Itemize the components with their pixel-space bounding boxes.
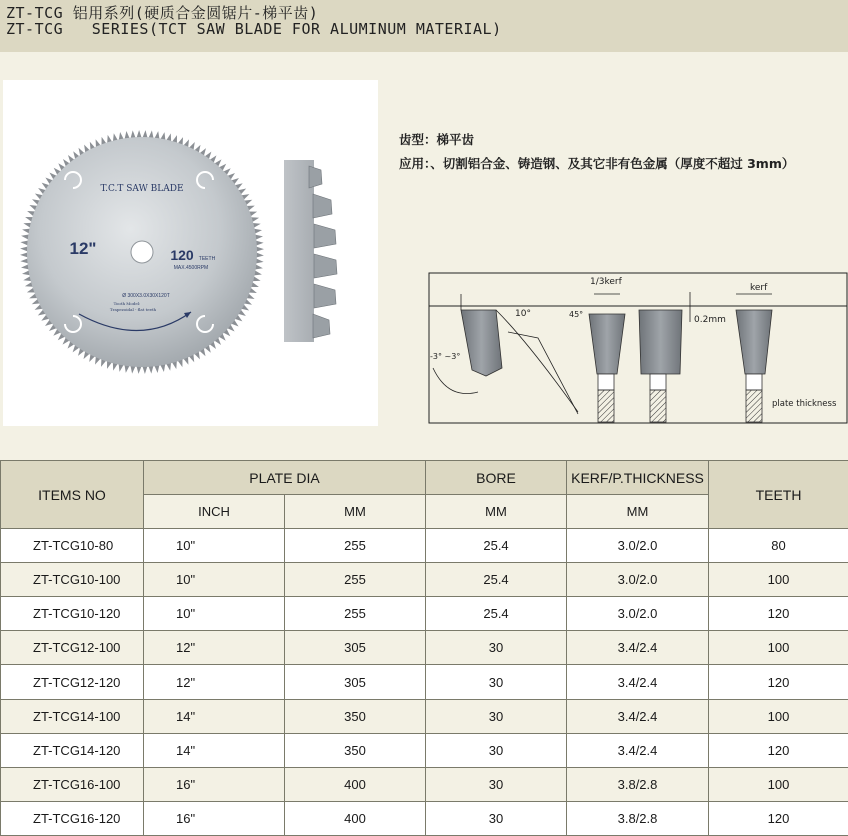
bore-cell: 25.4 <box>426 563 567 597</box>
kerf-tooth-shape <box>736 310 772 374</box>
table-row <box>1 801 848 835</box>
table-row <box>1 563 848 597</box>
inch-cell: 10" <box>144 563 285 597</box>
kerf-cell: 3.4/2.4 <box>567 665 709 699</box>
mm-cell: 305 <box>285 631 426 665</box>
teeth-cell: 120 <box>709 733 848 767</box>
header-inch: INCH <box>144 495 285 529</box>
inch-cell: 14" <box>144 699 285 733</box>
teeth-cell: 100 <box>709 767 848 801</box>
table-row <box>1 699 848 733</box>
title-chinese: ZT-TCG 铝用系列(硬质合金圆锯片-梯平齿) <box>6 4 319 22</box>
header-teeth: TEETH <box>709 461 848 529</box>
item-cell: ZT-TCG16-120 <box>1 801 144 835</box>
product-photo <box>3 80 378 426</box>
table-row <box>1 733 848 767</box>
page-header <box>0 0 848 52</box>
flat-tooth-shape <box>639 310 682 374</box>
teeth-cell: 80 <box>709 529 848 563</box>
bore-hole <box>131 241 153 263</box>
item-cell: ZT-TCG16-100 <box>1 767 144 801</box>
header-items-no: ITEMS NO <box>1 461 144 529</box>
blade-tooth-desc: Trapezoidal - flat teeth <box>109 307 157 312</box>
plate-thickness-label: plate thickness <box>772 399 837 409</box>
table-row <box>1 529 848 563</box>
teeth-cell: 120 <box>709 801 848 835</box>
angle-45-label: 45° <box>569 310 584 319</box>
table-row <box>1 631 848 665</box>
header-mm: MM <box>285 495 426 529</box>
kerf-cell: 3.8/2.8 <box>567 767 709 801</box>
inch-cell: 14" <box>144 733 285 767</box>
mm-cell: 350 <box>285 733 426 767</box>
blade-brand: T.C.T SAW BLADE <box>100 184 184 194</box>
blade-teeth-word: TEETH <box>198 256 216 262</box>
header-plate-dia: PLATE DIA <box>144 461 426 495</box>
inch-cell: 10" <box>144 597 285 631</box>
kerf-cell: 3.0/2.0 <box>567 597 709 631</box>
mm-cell: 400 <box>285 767 426 801</box>
spec-table <box>0 460 848 836</box>
kerf-label: kerf <box>750 283 768 293</box>
item-cell: ZT-TCG12-120 <box>1 665 144 699</box>
inch-cell: 12" <box>144 631 285 665</box>
mm-cell: 255 <box>285 597 426 631</box>
application-text: 应用：、切割铝合金、铸造钢、及其它非有色金属（厚度不超过 3mm） <box>399 156 795 171</box>
teeth-cell: 120 <box>709 665 848 699</box>
inch-cell: 12" <box>144 665 285 699</box>
bore-cell: 30 <box>426 767 567 801</box>
clearance-label: 0.2mm <box>694 315 726 325</box>
kerf-cell: 3.8/2.8 <box>567 801 709 835</box>
bore-cell: 25.4 <box>426 529 567 563</box>
blade-tooth-model: Tooth Model: <box>113 301 141 306</box>
teeth-cell: 120 <box>709 597 848 631</box>
table-row <box>1 767 848 801</box>
mm-cell: 255 <box>285 529 426 563</box>
item-cell: ZT-TCG12-100 <box>1 631 144 665</box>
bore-cell: 30 <box>426 631 567 665</box>
item-cell: ZT-TCG14-120 <box>1 733 144 767</box>
header-kerf-mm: MM <box>567 495 709 529</box>
teeth-cell: 100 <box>709 699 848 733</box>
header-bore: BORE <box>426 461 567 495</box>
blade-spec: Ø 300X3.0X30X120T <box>122 293 170 299</box>
mm-cell: 400 <box>285 801 426 835</box>
header-bore-mm: MM <box>426 495 567 529</box>
side-tooth-shape <box>461 310 502 376</box>
blade-size: 12" <box>69 239 97 258</box>
bore-cell: 30 <box>426 699 567 733</box>
saw-blade-photo <box>3 80 378 426</box>
tooth-profile-diagram <box>428 272 848 424</box>
item-cell: ZT-TCG10-80 <box>1 529 144 563</box>
kerf-cell: 3.0/2.0 <box>567 529 709 563</box>
blade-max-rpm: MAX.4500RPM <box>173 265 209 271</box>
mm-cell: 255 <box>285 563 426 597</box>
table-row <box>1 665 848 699</box>
kerf-cell: 3.4/2.4 <box>567 699 709 733</box>
table-row <box>1 597 848 631</box>
item-cell: ZT-TCG14-100 <box>1 699 144 733</box>
angle-10-label: 10° <box>515 309 531 319</box>
item-cell: ZT-TCG10-100 <box>1 563 144 597</box>
kerf-third-label: 1/3kerf <box>590 277 622 287</box>
bore-cell: 30 <box>426 733 567 767</box>
teeth-cell: 100 <box>709 563 848 597</box>
mm-cell: 305 <box>285 665 426 699</box>
inch-cell: 10" <box>144 529 285 563</box>
blade-teeth-number: 120 <box>170 247 194 263</box>
inch-cell: 16" <box>144 801 285 835</box>
kerf-cell: 3.4/2.4 <box>567 631 709 665</box>
tooth-type-text: 齿型：梯平齿 <box>399 132 475 147</box>
teeth-cell: 100 <box>709 631 848 665</box>
bore-cell: 25.4 <box>426 597 567 631</box>
kerf-cell: 3.0/2.0 <box>567 563 709 597</box>
front-tooth-shape <box>589 314 625 374</box>
bore-cell: 30 <box>426 801 567 835</box>
kerf-cell: 3.4/2.4 <box>567 733 709 767</box>
mm-cell: 350 <box>285 699 426 733</box>
side-angle-label: -3° ~3° <box>430 352 461 361</box>
bore-cell: 30 <box>426 665 567 699</box>
header-kerf: KERF/P.THICKNESS <box>567 461 709 495</box>
inch-cell: 16" <box>144 767 285 801</box>
item-cell: ZT-TCG10-120 <box>1 597 144 631</box>
title-english: ZT-TCG SERIES(TCT SAW BLADE FOR ALUMINUM MATERIAL) <box>6 20 502 38</box>
